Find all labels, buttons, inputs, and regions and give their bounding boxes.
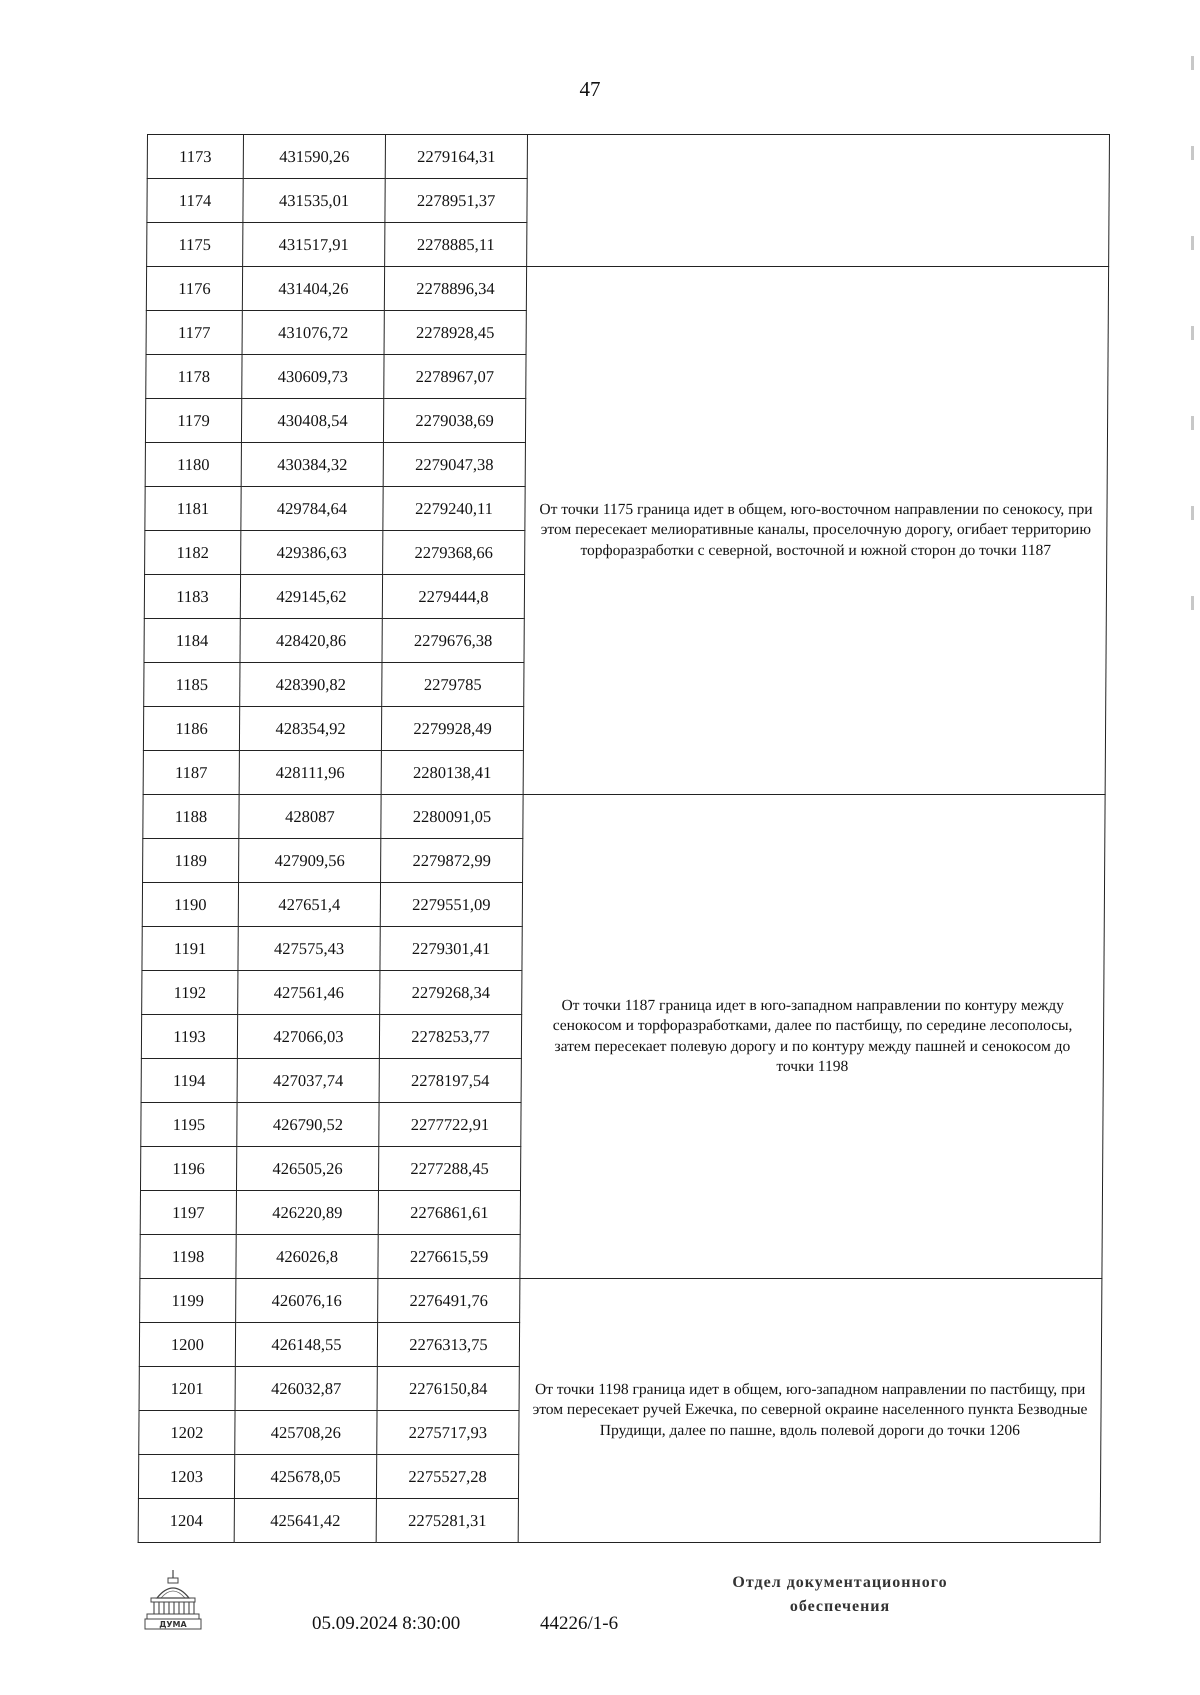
x-coordinate-cell: 427575,43 xyxy=(238,927,380,971)
x-coordinate-cell: 430609,73 xyxy=(242,355,384,399)
x-coordinate-cell: 426148,55 xyxy=(235,1323,377,1367)
y-coordinate-cell: 2276615,59 xyxy=(378,1235,520,1279)
y-coordinate-cell: 2280091,05 xyxy=(381,795,523,839)
y-coordinate-cell: 2278951,37 xyxy=(385,179,527,223)
y-coordinate-cell: 2279676,38 xyxy=(382,619,524,663)
y-coordinate-cell: 2279240,11 xyxy=(383,487,525,531)
y-coordinate-cell: 2279551,09 xyxy=(380,883,522,927)
point-number-cell: 1191 xyxy=(142,927,238,971)
y-coordinate-cell: 2276861,61 xyxy=(378,1191,520,1235)
point-number-cell: 1199 xyxy=(140,1279,236,1323)
y-coordinate-cell: 2278928,45 xyxy=(384,311,526,355)
point-number-cell: 1174 xyxy=(147,179,243,223)
x-coordinate-cell: 428087 xyxy=(239,795,381,839)
y-coordinate-cell: 2280138,41 xyxy=(381,751,523,795)
y-coordinate-cell: 2279047,38 xyxy=(383,443,525,487)
point-number-cell: 1186 xyxy=(143,707,239,751)
table-row xyxy=(147,135,1109,179)
page-number: 47 xyxy=(579,77,601,101)
point-number-cell: 1198 xyxy=(140,1235,236,1279)
x-coordinate-cell: 426220,89 xyxy=(236,1191,378,1235)
x-coordinate-cell: 430384,32 xyxy=(241,443,383,487)
y-coordinate-cell: 2278197,54 xyxy=(379,1059,521,1103)
boundary-description-cell: От точки 1198 граница идет в общем, юго-западном направлении по пастбищу, при этом пересекает ручей Ежечка, по северной окраине населенного пункта Безводные Прудищи, далее по пашне, вдоль полевой дороги до точки 1206 xyxy=(518,1279,1102,1543)
point-number-cell: 1192 xyxy=(142,971,238,1015)
table-row xyxy=(146,267,1108,311)
point-number-cell: 1197 xyxy=(140,1191,236,1235)
x-coordinate-cell: 428420,86 xyxy=(240,619,382,663)
point-number-cell: 1185 xyxy=(144,663,240,707)
point-number-cell: 1200 xyxy=(139,1323,235,1367)
boundary-description-cell: От точки 1187 граница идет в юго-западном направлении по контуру между сенокосом и торфоразработками, далее по пастбищу, по середине лесополосы, затем пересекает полевую дорогу и по контуру между пашней и сенокосом до точки 1198 xyxy=(520,795,1105,1279)
x-coordinate-cell: 426076,16 xyxy=(236,1279,378,1323)
y-coordinate-cell: 2279872,99 xyxy=(381,839,523,883)
duma-logo-icon xyxy=(143,1568,203,1630)
x-coordinate-cell: 429145,62 xyxy=(240,575,382,619)
point-number-cell: 1184 xyxy=(144,619,240,663)
point-number-cell: 1196 xyxy=(140,1147,236,1191)
point-number-cell: 1182 xyxy=(145,531,241,575)
department-stamp xyxy=(700,1571,980,1619)
x-coordinate-cell: 431535,01 xyxy=(243,179,385,223)
y-coordinate-cell: 2275717,93 xyxy=(377,1411,519,1455)
y-coordinate-cell: 2279268,34 xyxy=(380,971,522,1015)
point-number-cell: 1203 xyxy=(138,1455,234,1499)
x-coordinate-cell: 430408,54 xyxy=(241,399,383,443)
y-coordinate-cell: 2276150,84 xyxy=(377,1367,519,1411)
x-coordinate-cell: 427037,74 xyxy=(237,1059,379,1103)
point-number-cell: 1177 xyxy=(146,311,242,355)
x-coordinate-cell: 425641,42 xyxy=(234,1499,376,1543)
x-coordinate-cell: 428111,96 xyxy=(239,751,381,795)
point-number-cell: 1194 xyxy=(141,1059,237,1103)
y-coordinate-cell: 2277288,45 xyxy=(378,1147,520,1191)
point-number-cell: 1187 xyxy=(143,751,239,795)
x-coordinate-cell: 428390,82 xyxy=(240,663,382,707)
y-coordinate-cell: 2278253,77 xyxy=(379,1015,521,1059)
x-coordinate-cell: 429784,64 xyxy=(241,487,383,531)
point-number-cell: 1188 xyxy=(143,795,239,839)
department-stamp-line1: Отдел документационного xyxy=(732,1574,948,1591)
x-coordinate-cell: 426790,52 xyxy=(237,1103,379,1147)
point-number-cell: 1201 xyxy=(139,1367,235,1411)
y-coordinate-cell: 2278885,11 xyxy=(385,223,527,267)
y-coordinate-cell: 2276491,76 xyxy=(378,1279,520,1323)
y-coordinate-cell: 2279928,49 xyxy=(381,707,523,751)
department-stamp-line2: обеспечения xyxy=(789,1598,891,1615)
x-coordinate-cell: 427561,46 xyxy=(238,971,380,1015)
point-number-cell: 1175 xyxy=(147,223,243,267)
point-number-cell: 1180 xyxy=(145,443,241,487)
y-coordinate-cell: 2278967,07 xyxy=(384,355,526,399)
x-coordinate-cell: 431517,91 xyxy=(243,223,385,267)
x-coordinate-cell: 431404,26 xyxy=(242,267,384,311)
point-number-cell: 1193 xyxy=(141,1015,237,1059)
x-coordinate-cell: 427651,4 xyxy=(238,883,380,927)
x-coordinate-cell: 427909,56 xyxy=(239,839,381,883)
footer-document-number: 44226/1-6 xyxy=(540,1613,619,1634)
x-coordinate-cell: 428354,92 xyxy=(239,707,381,751)
y-coordinate-cell: 2277722,91 xyxy=(379,1103,521,1147)
y-coordinate-cell: 2279444,8 xyxy=(382,575,524,619)
point-number-cell: 1195 xyxy=(141,1103,237,1147)
point-number-cell: 1202 xyxy=(139,1411,235,1455)
point-number-cell: 1173 xyxy=(147,135,243,179)
point-number-cell: 1179 xyxy=(145,399,241,443)
x-coordinate-cell: 427066,03 xyxy=(237,1015,379,1059)
boundary-description-cell xyxy=(527,135,1110,267)
x-coordinate-cell: 425708,26 xyxy=(235,1411,377,1455)
x-coordinate-cell: 426505,26 xyxy=(236,1147,378,1191)
footer-date: 05.09.2024 8:30:00 xyxy=(312,1613,461,1634)
y-coordinate-cell: 2275281,31 xyxy=(376,1499,518,1543)
point-number-cell: 1189 xyxy=(143,839,239,883)
y-coordinate-cell: 2279164,31 xyxy=(385,135,527,179)
y-coordinate-cell: 2279368,66 xyxy=(383,531,525,575)
x-coordinate-cell: 426032,87 xyxy=(235,1367,377,1411)
x-coordinate-cell: 426026,8 xyxy=(236,1235,378,1279)
point-number-cell: 1178 xyxy=(146,355,242,399)
y-coordinate-cell: 2278896,34 xyxy=(384,267,526,311)
x-coordinate-cell: 425678,05 xyxy=(234,1455,376,1499)
coordinates-table xyxy=(138,134,1110,1543)
point-number-cell: 1181 xyxy=(145,487,241,531)
point-number-cell: 1204 xyxy=(138,1499,234,1543)
x-coordinate-cell: 431076,72 xyxy=(242,311,384,355)
point-number-cell: 1190 xyxy=(142,883,238,927)
point-number-cell: 1176 xyxy=(146,267,242,311)
table-row xyxy=(143,795,1105,839)
scan-edge-marks xyxy=(1191,30,1194,670)
y-coordinate-cell: 2276313,75 xyxy=(377,1323,519,1367)
y-coordinate-cell: 2279038,69 xyxy=(383,399,525,443)
y-coordinate-cell: 2279301,41 xyxy=(380,927,522,971)
y-coordinate-cell: 2275527,28 xyxy=(376,1455,518,1499)
coordinates-table-body xyxy=(138,135,1109,1543)
table-row xyxy=(140,1279,1102,1323)
y-coordinate-cell: 2279785 xyxy=(382,663,524,707)
logo-text: ДУМА xyxy=(159,1620,187,1629)
x-coordinate-cell: 429386,63 xyxy=(241,531,383,575)
x-coordinate-cell: 431590,26 xyxy=(243,135,385,179)
point-number-cell: 1183 xyxy=(144,575,240,619)
boundary-description-cell: От точки 1175 граница идет в общем, юго-восточном направлении по сенокосу, при этом пересекает мелиоративные каналы, проселочную дорогу, огибает территорию торфоразработки с северной, восточной и южной сторон до точки 1187 xyxy=(523,267,1109,795)
